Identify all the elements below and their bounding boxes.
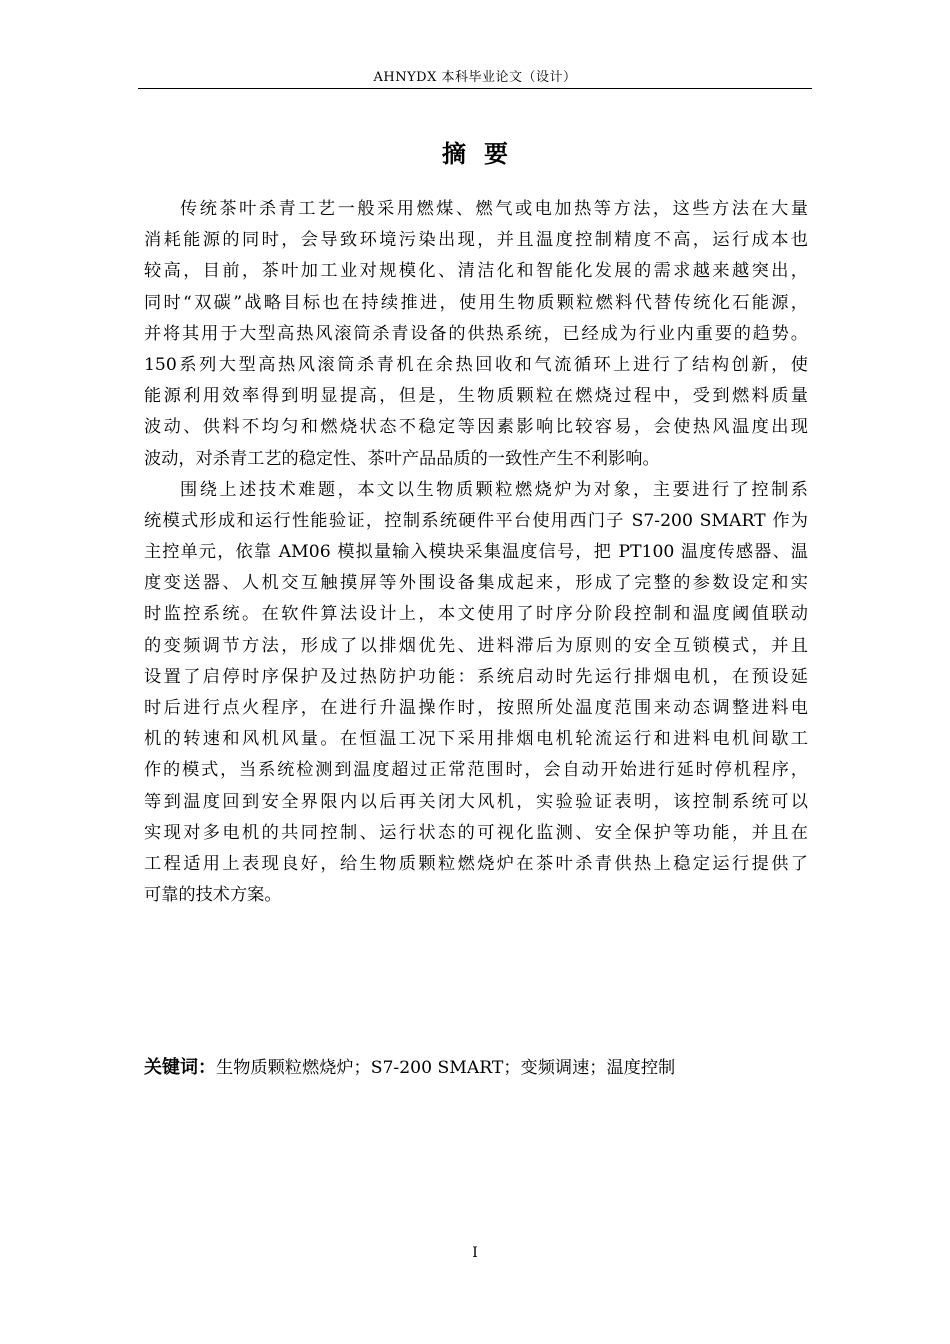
abstract-line: 围绕上述技术难题，本文以生物质颗粒燃烧炉为对象，主要进行了控制系 <box>180 479 808 500</box>
abstract-line: 能源利用效率得到明显提高，但是，生物质颗粒在燃烧过程中，受到燃料质量 <box>144 386 808 407</box>
abstract-body <box>144 194 808 911</box>
abstract-line: 较高，目前，茶叶加工业对规模化、清洁化和智能化发展的需求越来越突出， <box>144 261 808 282</box>
abstract-line: 等到温度回到安全界限内以后再关闭大风机，实验验证表明，该控制系统可以 <box>144 791 808 812</box>
abstract-line: 工程适用上表现良好，给生物质颗粒燃烧炉在茶叶杀青供热上稳定运行提供了 <box>144 853 808 874</box>
abstract-line: 波动、供料不均匀和燃烧状态不稳定等因素影响比较容易，会使热风温度出现 <box>144 417 808 438</box>
abstract-line: 实现对多电机的共同控制、运行状态的可视化监测、安全保护等功能，并且在 <box>144 822 808 843</box>
abstract-line: 统模式形成和运行性能验证，控制系统硬件平台使用西门子 S7-200 SMART 作为 <box>144 510 808 531</box>
page-number: I <box>472 1245 478 1261</box>
abstract-line: 主控单元，依靠 AM06 模拟量输入模块采集温度信号，把 PT100 温度传感器、温 <box>144 542 808 563</box>
abstract-line: 机的转速和风机风量。在恒温工况下采用排烟电机轮流运行和进料电机间歇工 <box>144 729 808 750</box>
abstract-line: 波动，对杀青工艺的稳定性、茶叶产品品质的一致性产生不利影响。 <box>144 448 660 469</box>
abstract-line: 可靠的技术方案。 <box>144 885 282 906</box>
abstract-title: 摘要 <box>442 140 526 168</box>
abstract-line: 时监控系统。在软件算法设计上，本文使用了时序分阶段控制和温度阈值联动 <box>144 604 808 625</box>
keywords-text: 生物质颗粒燃烧炉；S7-200 SMART；变频调速；温度控制 <box>216 1058 676 1078</box>
header-rule <box>138 88 812 89</box>
abstract-line: 的变频调节方法，形成了以排烟优先、进料滞后为原则的安全互锁模式，并且 <box>144 635 808 656</box>
abstract-line: 作的模式，当系统检测到温度超过正常范围时，会自动开始进行延时停机程序， <box>144 760 808 781</box>
abstract-line: 150系列大型高热风滚筒杀青机在余热回收和气流循环上进行了结构创新，使 <box>144 354 808 375</box>
abstract-line: 同时“双碳”战略目标也在持续推进，使用生物质颗粒燃料代替传统化石能源， <box>144 292 808 313</box>
keywords <box>144 1052 808 1084</box>
abstract-line: 时后进行点火程序，在进行升温操作时，按照所处温度范围来动态调整进料电 <box>144 698 808 718</box>
abstract-line: 设置了启停时序保护及过热防护功能：系统启动时先运行排烟电机，在预设延 <box>144 666 808 687</box>
keywords-label: 关键词： <box>144 1057 216 1078</box>
running-header: AHNYDX 本科毕业论文（设计） <box>373 70 577 85</box>
abstract-line: 度变送器、人机交互触摸屏等外围设备集成起来，形成了完整的参数设定和实 <box>144 573 808 594</box>
abstract-line: 并将其用于大型高热风滚筒杀青设备的供热系统，已经成为行业内重要的趋势。 <box>144 323 808 344</box>
abstract-line: 传统茶叶杀青工艺一般采用燃煤、燃气或电加热等方法，这些方法在大量 <box>180 199 808 219</box>
abstract-line: 消耗能源的同时，会导致环境污染出现，并且温度控制精度不高，运行成本也 <box>144 230 808 251</box>
